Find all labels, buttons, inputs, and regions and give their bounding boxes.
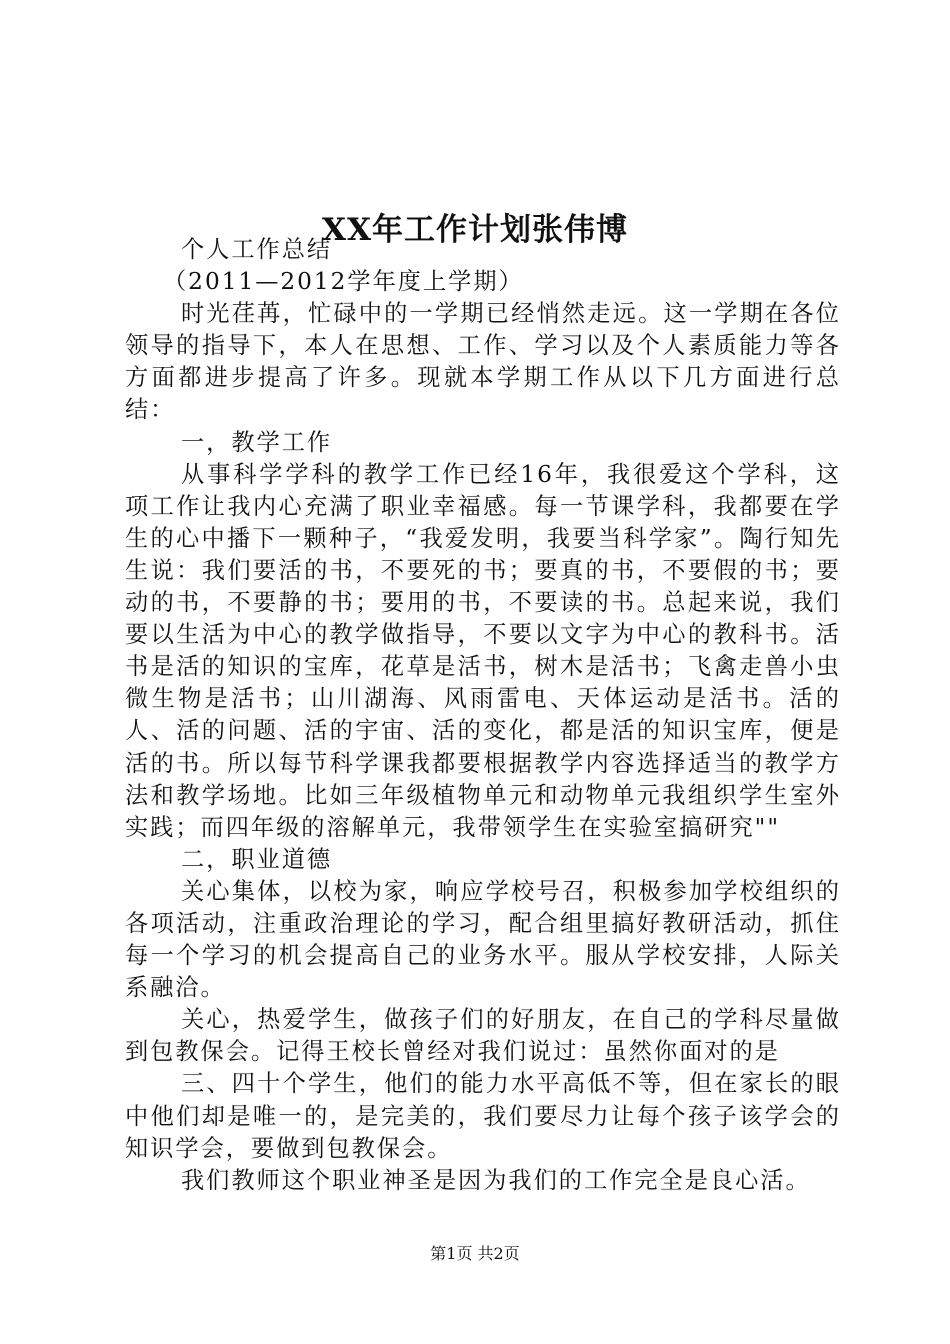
ethics-paragraph-3: 三、四十个学生，他们的能力水平高低不等，但在家长的眼中他们却是唯一的，是完美的，我们要尽力让每个孩子该学会的知识学会，要做到包教保会。 xyxy=(125,1070,841,1162)
term-subheading: （2011—2012学年度上学期） xyxy=(163,268,524,296)
section-heading-ethics: 二，职业道德 xyxy=(181,845,333,873)
page-number-footer: 第1页 共2页 xyxy=(430,1244,520,1263)
document-title: XX年工作计划张伟博 xyxy=(321,211,629,248)
intro-paragraph: 时光荏苒，忙碌中的一学期已经悄然走远。这一学期在各位领导的指导下，本人在思想、工作、学习以及个人素质能力等各方面都进步提高了许多。现就本学期工作从以下几方面进行总结： xyxy=(125,300,841,424)
ethics-paragraph-4: 我们教师这个职业神圣是因为我们的工作完全是良心活。 xyxy=(181,1166,811,1194)
section-heading-summary: 个人工作总结 xyxy=(181,236,333,263)
ethics-paragraph-2: 关心，热爱学生，做孩子们的好朋友，在自己的学科尽量做到包教保会。记得王校长曾经对我们说过：虽然你面对的是 xyxy=(125,1006,841,1066)
document-body xyxy=(125,234,841,1197)
teaching-paragraph: 从事科学学科的教学工作已经16年，我很爱这个学科，这项工作让我内心充满了职业幸福感。每一节课学科，我都要在学生的心中播下一颗种子，“我爱发明，我要当科学家”。陶行知先生说：我们要活的书，不要死的书；要真的书，不要假的书；要动的书，不要静的书；要用的书，不要读的书。总起来说，我们要以生活为中心的教学做指导，不要以文字为中心的教科书。活书是活的知识的宝库，花草是活书，树木是活书；飞禽走兽小虫微生物是活书；山川湖海、风雨雷电、天体运动是活书。活的人、活的问题、活的宇宙、活的变化，都是活的知识宝库，便是活的书。所以每节科学课我都要根据教学内容选择适当的教学方法和教学场地。比如三年级植物单元和动物单元我组织学生室外实践；而四年级的溶解单元，我带领学生在实验室搞研究"" xyxy=(125,460,841,841)
ethics-paragraph-1: 关心集体，以校为家，响应学校号召，积极参加学校组织的各项活动，注重政治理论的学习，配合组里搞好教研活动，抓住每一个学习的机会提高自己的业务水平。服从学校安排，人际关系融洽。 xyxy=(125,877,841,1002)
section-heading-teaching: 一，教学工作 xyxy=(181,428,333,456)
